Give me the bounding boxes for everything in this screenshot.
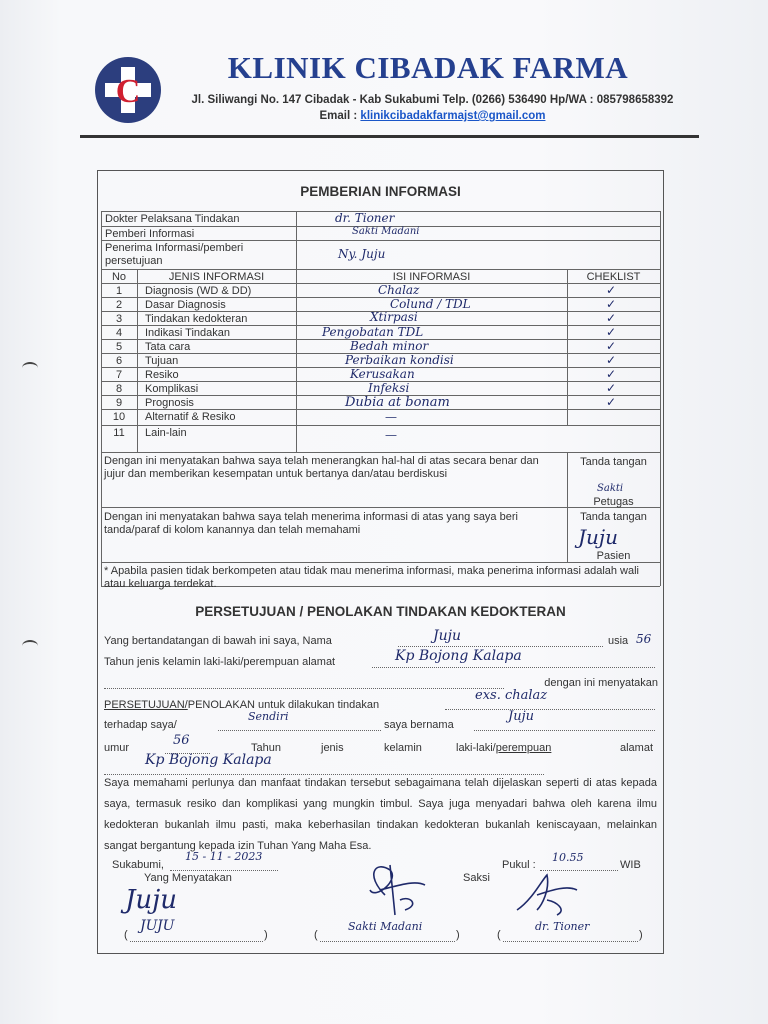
consent-patient-name: Juju	[508, 709, 534, 724]
field-label-recipient: Penerima Informasi/pemberi persetujuan	[105, 242, 244, 267]
consent-line3-text: dengan ini menyatakan	[544, 677, 658, 689]
row-no: 7	[115, 369, 123, 381]
clinic-name: KLINIK CIBADAK FARMA	[227, 50, 629, 85]
consent-paragraph: Saya memahami perlunya dan manfaat tindakan tersebut sebagaimana telah dijelaskan seperti di atas kepada saya, termasuk resiko dan komplikasi yang mungkin timbul. Saya juga menyadari bahwa oleh karena ilmu kedokteran bukanlah ilmu pasti, maka keberhasilan tindakan kedokteran bukanlah keniscayaan, melainkan sangat bergantung kepada izin Tuhan Yang Maha Esa.	[104, 777, 657, 852]
sign-label-patient: Tanda tangan	[580, 511, 647, 523]
row-check: ✓	[606, 381, 617, 395]
row-isi: Colund / TDL	[390, 297, 471, 311]
header-divider	[80, 135, 699, 138]
consent-section-title: PERSETUJUAN / PENOLAKAN TINDAKAN KEDOKTERAN	[195, 604, 566, 619]
row-no: 11	[113, 427, 125, 439]
row-isi: —	[385, 428, 397, 442]
signature-doctor-scribble	[512, 870, 582, 920]
paren-close: )	[456, 929, 460, 941]
field-label-doctor: Dokter Pelaksana Tindakan	[105, 213, 240, 225]
row-isi: Xtirpasi	[370, 310, 418, 324]
consent-age-label: usia	[608, 635, 629, 647]
consent-action: exs. chalaz	[475, 688, 548, 703]
sign-role-officer: Petugas	[593, 496, 634, 508]
sign-date: 15 - 11 - 2023	[185, 850, 263, 863]
clinic-logo	[93, 55, 163, 125]
row-check: ✓	[606, 297, 617, 311]
address-dotted-line-2	[104, 676, 504, 689]
consent-line6-tahun: Tahun	[251, 742, 281, 754]
paren-open: (	[314, 929, 318, 941]
row-check: ✓	[606, 395, 617, 409]
logo-letter: C	[115, 73, 141, 110]
row-no: 3	[115, 313, 123, 325]
row-isi: Kerusakan	[350, 367, 415, 381]
row-jenis: Tujuan	[145, 355, 179, 367]
consent-patient-age: 56	[173, 733, 190, 748]
row-isi: Bedah minor	[350, 339, 429, 353]
paren-open: (	[124, 929, 128, 941]
consent-option-agree: PERSETUJUAN/	[104, 699, 188, 711]
sign-role-patient: Pasien	[596, 550, 631, 562]
row-check: ✓	[606, 311, 617, 325]
row-isi: Chalaz	[378, 283, 420, 297]
row-jenis: Diagnosis (WD & DD)	[145, 285, 252, 297]
field-value-informer: Sakti Madani	[352, 226, 420, 237]
paren-close: )	[264, 929, 268, 941]
row-no: 10	[112, 411, 126, 423]
paren-close: )	[639, 929, 643, 941]
row-no: 4	[115, 327, 123, 339]
info-section-title: PEMBERIAN INFORMASI	[300, 184, 461, 199]
email-link[interactable]: klinikcibadakfarmajst@gmail.com	[360, 110, 546, 122]
sign-place: Sukabumi,	[112, 859, 164, 871]
row-jenis: Indikasi Tindakan	[145, 327, 230, 339]
field-value-doctor: dr. Tioner	[335, 211, 395, 225]
row-no: 6	[115, 355, 123, 367]
row-no: 8	[115, 383, 123, 395]
row-check: ✓	[606, 339, 617, 353]
consent-line4-text: PENOLAKAN untuk dilakukan tindakan	[187, 699, 380, 711]
row-jenis: Tindakan kedokteran	[145, 313, 248, 325]
consent-address: Kp Bojong Kalapa	[395, 648, 522, 664]
consent-name: Juju	[433, 628, 461, 644]
row-no: 2	[115, 299, 123, 311]
consent-who: Sendiri	[248, 710, 289, 723]
statement-officer: Dengan ini menyatakan bahwa saya telah menerangkan hal-hal di atas secara benar dan jujur dan memberikan kesempatan untuk bertanya dan/atau berdiskusi	[104, 455, 539, 480]
printed-name-patient: JUJU	[140, 918, 175, 934]
sign-label-officer: Tanda tangan	[580, 456, 647, 468]
patient-name-dotted-line	[474, 718, 655, 731]
consent-line6-alamat: alamat	[620, 742, 654, 754]
name-dotted-line	[398, 634, 603, 647]
printed-name-doctor: dr. Tioner	[535, 920, 590, 933]
time-label: Pukul :	[502, 859, 536, 871]
row-isi: Perbaikan kondisi	[345, 353, 454, 367]
row-jenis: Tata cara	[145, 341, 191, 353]
note-text: * Apabila pasien tidak berkompeten atau tidak mau menerima informasi, maka penerima informasi adalah wali atau keluarga terdekat.	[104, 565, 639, 590]
row-isi: Infeksi	[368, 381, 410, 395]
who-dotted-line	[218, 718, 381, 731]
col-header-no: No	[111, 271, 127, 283]
row-no: 5	[115, 341, 123, 353]
consent-line6-umur: umur	[104, 742, 130, 754]
time-wib: WIB	[620, 859, 641, 871]
clinic-address: Jl. Siliwangi No. 147 Cibadak - Kab Sukabumi Telp. (0266) 536490 Hp/WA : 085798658392	[191, 94, 674, 106]
clinic-email-line	[170, 110, 695, 122]
consent-patient-address: Kp Bojong Kalapa	[145, 752, 272, 768]
gender-male: laki-laki/	[456, 742, 496, 754]
paren-open: (	[497, 929, 501, 941]
row-jenis: Prognosis	[145, 397, 194, 409]
punch-hole	[22, 362, 38, 374]
row-isi: Pengobatan TDL	[322, 325, 424, 339]
row-check: ✓	[606, 367, 617, 381]
signature-officer: Sakti	[597, 483, 624, 494]
consent-line6-kelamin: kelamin	[384, 742, 422, 754]
signature-patient-consent: Juju	[125, 885, 177, 915]
row-jenis: Resiko	[145, 369, 179, 381]
row-jenis: Dasar Diagnosis	[145, 299, 226, 311]
row-jenis: Alternatif & Resiko	[145, 411, 236, 423]
consent-line5-text2: saya bernama	[384, 719, 454, 731]
col-header-checklist: CHEKLIST	[586, 271, 641, 283]
signature-witness-scribble	[355, 855, 435, 925]
consent-line2-text: Tahun jenis kelamin laki-laki/perempuan alamat	[104, 656, 336, 668]
field-value-recipient: Ny. Juju	[338, 247, 386, 261]
row-no: 9	[115, 397, 123, 409]
row-no: 1	[115, 285, 123, 297]
row-isi: Dubia at bonam	[345, 395, 450, 410]
consent-line5-text: terhadap saya/	[104, 719, 177, 731]
row-jenis: Lain-lain	[145, 427, 187, 439]
row-jenis: Komplikasi	[145, 383, 199, 395]
row-check: ✓	[606, 325, 617, 339]
sign-time: 10.55	[552, 851, 584, 864]
row-isi: —	[385, 410, 397, 424]
consent-line4	[104, 699, 379, 712]
col-header-isi: ISI INFORMASI	[392, 271, 471, 283]
col-header-jenis: JENIS INFORMASI	[168, 271, 265, 283]
signature-patient: Juju	[578, 525, 618, 549]
punch-hole	[22, 640, 38, 652]
row-check: ✓	[606, 283, 617, 297]
row-check: ✓	[606, 353, 617, 367]
consent-line6-jenis: jenis	[321, 742, 344, 754]
consent-age: 56	[636, 632, 652, 646]
field-label-informer: Pemberi Informasi	[105, 228, 195, 240]
consent-line6-gender	[456, 742, 551, 755]
printed-name-witness: Sakti Madani	[348, 920, 423, 933]
statement-patient: Dengan ini menyatakan bahwa saya telah menerima informasi di atas yang saya beri tanda/paraf di kolom kanannya dan telah memahami	[104, 511, 518, 536]
label-yang-menyatakan: Yang Menyatakan	[144, 872, 232, 884]
consent-line1-text: Yang bertandatangan di bawah ini saya, Nama	[104, 635, 332, 647]
gender-female: perempuan	[495, 742, 552, 754]
email-label: Email :	[319, 110, 358, 122]
label-saksi: Saksi	[463, 872, 490, 884]
